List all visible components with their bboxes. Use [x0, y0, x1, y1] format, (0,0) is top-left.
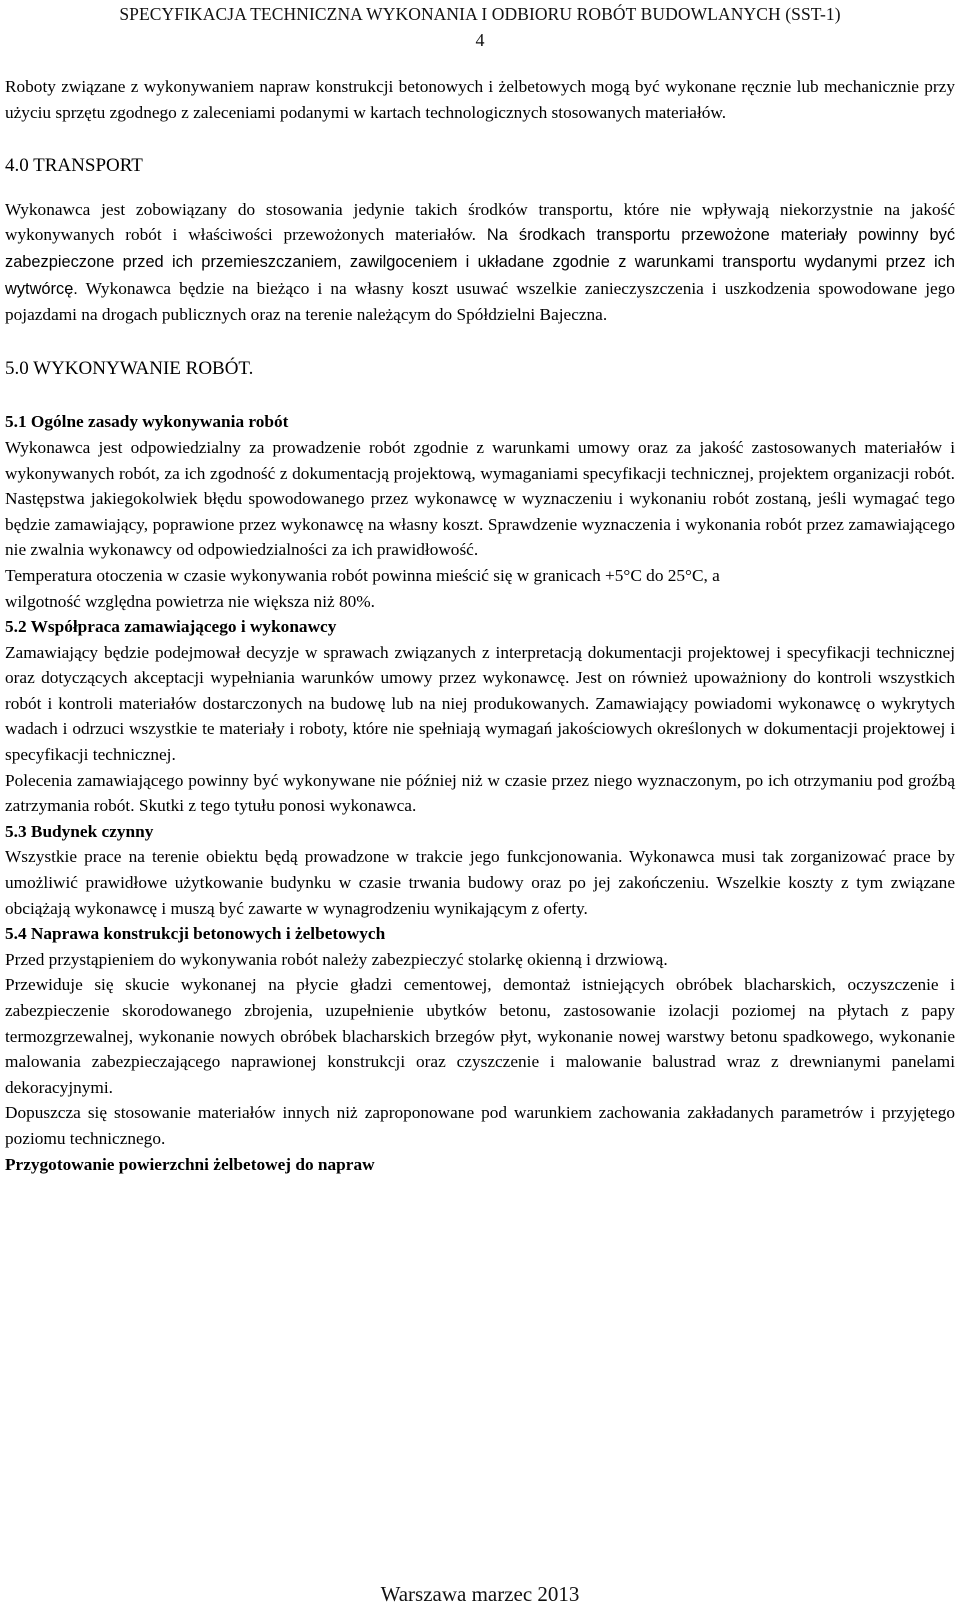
document-body	[5, 74, 955, 1177]
section-5-4-heading: 5.4 Naprawa konstrukcji betonowych i żelbetowych	[5, 924, 386, 944]
section-5-1-humidity: wilgotność względna powietrza nie większa niż 80%.	[5, 591, 375, 611]
section-5-4-paragraph-3: Dopuszcza się stosowanie materiałów innych niż zaproponowane pod warunkiem zachowania zakładanych parametrów i przyjętego poziomu technicznego.	[5, 1103, 955, 1148]
section-5-1-heading: 5.1 Ogólne zasady wykonywania robót	[5, 412, 289, 432]
footer-text: Warszawa marzec 2013	[380, 1582, 580, 1606]
section-4-paragraph	[5, 197, 955, 328]
section-5-3-heading: 5.3 Budynek czynny	[5, 821, 154, 841]
section-4-text-2: Na środkach transportu przewożone materiały powinny być zabezpieczone przed ich przemieszczaniem, zawilgoceniem i układane zgodnie z warunkami transportu wydanymi przez ich wytwórcę.	[5, 226, 956, 298]
page-number: 4	[475, 30, 485, 50]
section-5-2-paragraph-2: Polecenia zamawiającego powinny być wykonywane nie później niż w czasie przez niego wyznaczonym, po ich otrzymaniu pod groźbą zatrzymania robót. Skutki z tego tytułu ponosi wykonawca.	[5, 770, 955, 816]
section-5-3-paragraph: Wszystkie prace na terenie obiektu będą prowadzone w trakcie jego funkcjonowania. Wykonawca musi tak zorganizować prace by umożliwić prawidłowe użytkowanie budynku w czasie trwania budowy oraz po jej zakończeniu. Wszelkie koszty z tym związane obciążają wykonawcę i muszą być zawarte w wynagrodzeniu wynikającym z oferty.	[5, 847, 955, 918]
section-4-heading: 4.0 TRANSPORT	[5, 155, 143, 177]
preparation-heading: Przygotowanie powierzchni żelbetowej do napraw	[5, 1154, 375, 1174]
section-4-text-3: Wykonawca będzie na bieżąco i na własny koszt usuwać wszelkie zanieczyszczenia i uszkodzenia spowodowane jego pojazdami na drogach publicznych oraz na terenie należącym do Spółdzielni Bajeczna.	[5, 278, 955, 325]
section-4-text-1: Wykonawca jest zobowiązany do stosowania jedynie takich środków transportu, które nie wpływają niekorzystnie na jakość wykonywanych robót i właściwości przewożonych materiałów.	[5, 199, 955, 245]
header-title: SPECYFIKACJA TECHNICZNA WYKONANIA I ODBIORU ROBÓT BUDOWLANYCH (SST-1)	[119, 4, 841, 24]
section-5-1-paragraph: Wykonawca jest odpowiedzialny za prowadzenie robót zgodnie z warunkami umowy oraz za jakość zastosowanych materiałów i wykonywanych robót, za ich zgodność z dokumentacją projektową, wymaganiami specyfikacji technicznej, projektem organizacji robót. Następstwa jakiegokolwiek błędu spowodowanego przez wykonawcę w wyznaczeniu i wykonaniu robót zostaną, jeśli wymagać tego będzie zamawiający, poprawione przez wykonawcę na własny koszt. Sprawdzenie wyznaczenia i wykonania robót przez zamawiającego nie zwalnia wykonawcy od odpowiedzialności za ich prawidłowość.	[5, 437, 955, 560]
section-5-4-paragraph-1: Przed przystąpieniem do wykonywania robót należy zabezpieczyć stolarkę okienną i drzwiową.	[5, 949, 668, 969]
section-5-1-temperature: Temperatura otoczenia w czasie wykonywania robót powinna mieścić się w granicach +5°C do 25°C, a	[5, 565, 720, 585]
section-5-heading: 5.0 WYKONYWANIE ROBÓT.	[5, 357, 254, 379]
section-5-2-paragraph-1: Zamawiający będzie podejmował decyzje w sprawach związanych z interpretacją dokumentacji projektowej i specyfikacji technicznej oraz dotyczących akceptacji wypełniania warunków umowy przez wykonawcę. Jest on również upoważniony do kontroli wszystkich robót i kontroli materiałów dostarczonych na budowę lub na niej produkowanych. Zamawiający powiadomi wykonawcę o wykrytych wadach i odrzuci wszystkie te materiały i roboty, które nie spełniają wymagań jakościowych określonych w dokumentacji projektowej i specyfikacji technicznej.	[5, 642, 955, 765]
section-5-4-paragraph-2: Przewiduje się skucie wykonanej na płycie gładzi cementowej, demontaż istniejących obróbek blacharskich, oczyszczenie i zabezpieczenie skorodowanego zbrojenia, uzupełnienie ubytków betonu, zastosowanie izolacji poziomej na płytach z papy termozgrzewalnej, wykonanie nowych obróbek blacharskich brzegów płyt, wykonanie nowej warstwy betonu spadkowego, wykonanie malowania zabezpieczającego naprawionej konstrukcji oraz czyszczenie i malowanie balustrad wraz z drewnianymi panelami dekoracyjnymi.	[5, 975, 955, 1097]
section-5-2-heading: 5.2 Współpraca zamawiającego i wykonawcy	[5, 617, 337, 637]
intro-paragraph: Roboty związane z wykonywaniem napraw konstrukcji betonowych i żelbetowych mogą być wykonane ręcznie lub mechanicznie przy użyciu sprzętu zgodnego z zaleceniami podanymi w kartach technologicznych stosowanych materiałów.	[5, 77, 955, 122]
